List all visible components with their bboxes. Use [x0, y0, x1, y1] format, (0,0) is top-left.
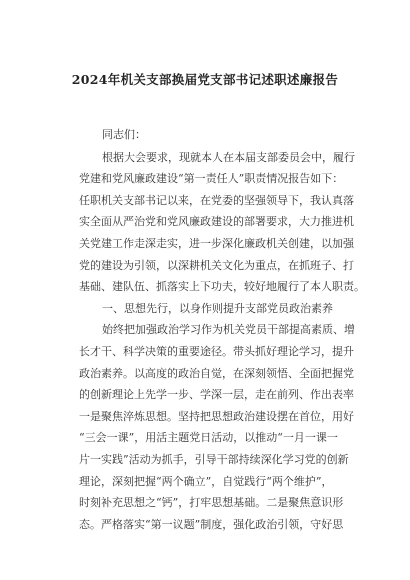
paragraph-line: 关党建工作走深走实，进一步深化廉政机关创建，以加强 — [79, 236, 354, 250]
paragraph-line: 一是聚焦淬炼思想。坚持把思想政治建设摆在首位，用好 — [79, 409, 354, 423]
paragraph-line: 实全面从严治党和党风廉政建设的部署要求，大力推进机 — [79, 215, 354, 229]
section-heading: 一、思想先行，以身作则提升支部党员政治素养 — [102, 301, 333, 315]
paragraph-line: 党建和党风廉政建设“第一责任人”职责情况报告如下： — [79, 172, 344, 186]
paragraph-line: “三会一课”，用活主题党日活动，以推动“一月一课一 — [79, 431, 338, 445]
paragraph-line: 理论，深刻把握“两个确立”，自觉践行“两个维护”， — [79, 474, 333, 488]
document-body — [79, 124, 365, 535]
paragraph-line: 党的建设为引领，以深耕机关文化为重点，在抓班子、打 — [79, 258, 354, 272]
paragraph-line: 片一实践”活动为抓手，引导干部持续深化学习党的创新 — [79, 452, 349, 466]
paragraph-line: 任职机关支部书记以来，在党委的坚强领导下，我认真落 — [79, 193, 354, 207]
paragraph-line: 政治素养。以高度的政治自觉，在深刻领悟、全面把握党 — [79, 366, 354, 380]
paragraph-line: 态。严格落实“第一议题”制度，强化政治引领，守好思 — [79, 517, 344, 531]
paragraph-line: 的创新理论上先学一步、学深一层，走在前列、作出表率 — [79, 388, 354, 402]
paragraph-line: 根据大会要求，现就本人在本届支部委员会中，履行 — [102, 150, 355, 164]
paragraph-line: 基础、建队伍、抓落实上下功夫，较好地履行了本人职责。 — [79, 280, 365, 294]
paragraph-line: 长才干、科学决策的重要途径。带头抓好理论学习，提升 — [79, 344, 354, 358]
paragraph-line: 始终把加强政治学习作为机关党员干部提高素质、增 — [102, 323, 355, 337]
document-title: 2024年机关支部换届党支部书记述职述廉报告 — [71, 72, 339, 87]
paragraph-line: 时刻补充思想之“钙”，打牢思想基础。二是聚焦意识形 — [79, 496, 344, 510]
greeting: 同志们： — [102, 128, 146, 141]
